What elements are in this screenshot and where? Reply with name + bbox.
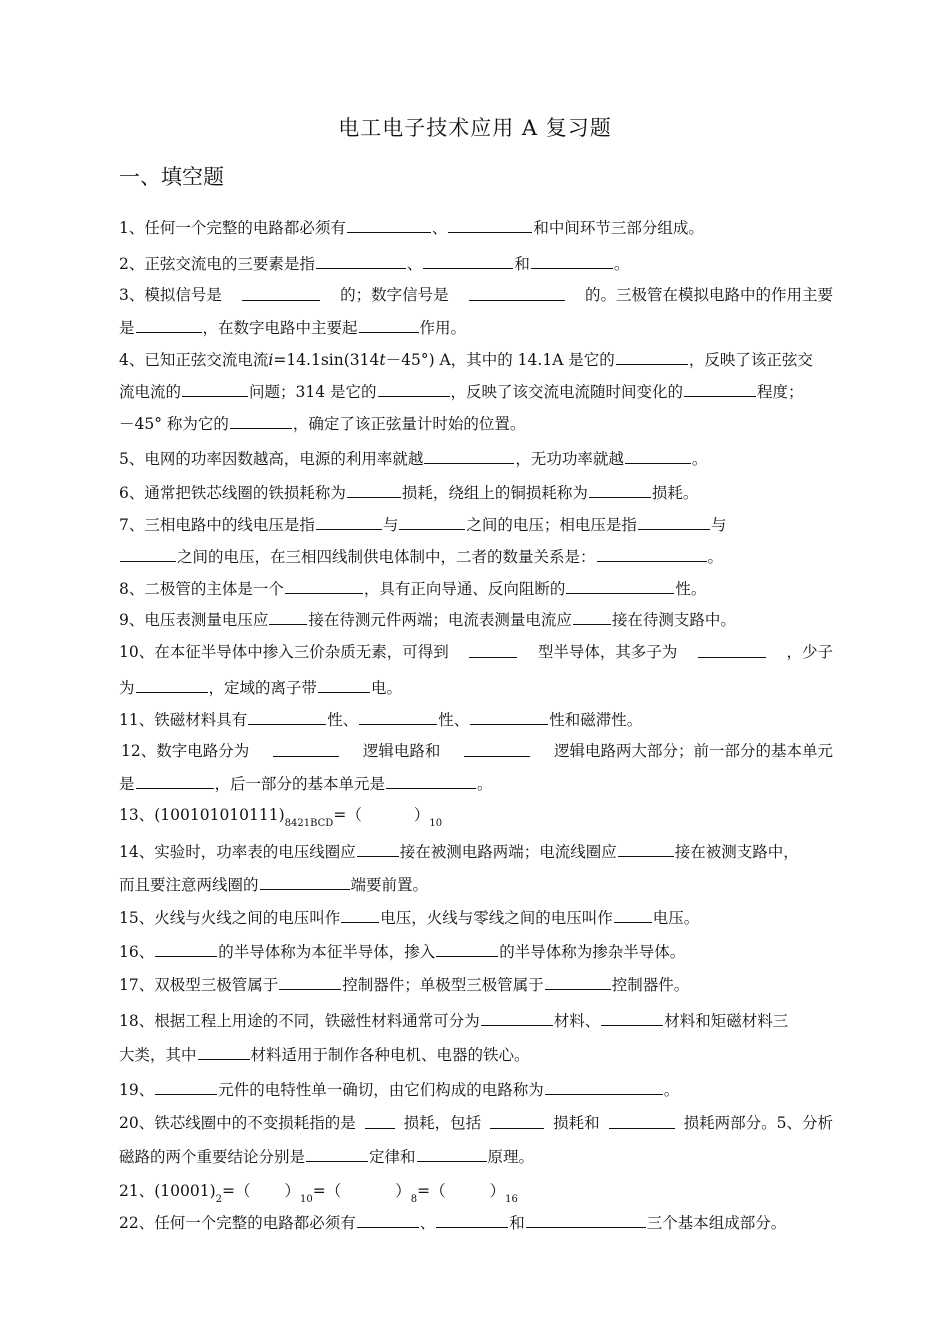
question-21: 21、$(10001)_2=$（ ）$_{10}=$（ ）$_8=$（ ）$_{16}$ (119, 1182, 518, 1205)
question-20: 20、铁芯线圈中的不变损耗指的是 损耗，包括 损耗和 损耗两部分。5、分析 (119, 1114, 833, 1132)
question-18: 18、根据工程上用途的不同，铁磁性材料通常可分为 材料、 材料和矩磁材料三 (119, 1012, 789, 1030)
answer-blank[interactable] (469, 642, 517, 658)
document-title: 电工电子技术应用 A 复习题 (338, 116, 612, 140)
question-1: 1、任何一个完整的电路都必须有 、 和中间环节三部分组成。 (119, 219, 704, 237)
answer-blank[interactable] (417, 1146, 487, 1162)
question-6: 6、通常把铁芯线圈的铁损耗称为 损耗，绕组上的铜损耗称为 损耗。 (119, 484, 699, 502)
answer-blank[interactable] (359, 317, 419, 333)
question-20-cont: 磁路的两个重要结论分别是 定律和 原理。 (119, 1148, 535, 1166)
question-4-cont: 流电流的 问题；314 是它的 ，反映了该交流电流随时间变化的 程度； (119, 383, 804, 401)
question-13: 13、$(100101010111)_{8421BCD}=$（ ）$_{10}$ (119, 806, 443, 829)
answer-blank[interactable] (365, 1113, 395, 1129)
question-2: 2、正弦交流电的三要素是指 、 和 。 (119, 255, 630, 273)
answer-blank[interactable] (597, 546, 707, 562)
answer-blank[interactable] (136, 317, 202, 333)
question-12: 12、数字电路分为 逻辑电路和 逻辑电路两大部分；前一部分的基本单元 (121, 742, 833, 760)
question-9: 9、电压表测量电压应 接在待测元件两端；电流表测量电流应 接在待测支路中。 (119, 611, 736, 629)
answer-blank[interactable] (531, 253, 613, 269)
answer-blank[interactable] (424, 448, 514, 464)
question-22: 22、任何一个完整的电路都必须有 、 和 三个基本组成部分。 (119, 1214, 787, 1232)
question-18-cont: 大类，其中 材料适用于制作各种电机、电器的铁心。 (119, 1046, 530, 1064)
question-7: 7、三相电路中的线电压是指 与 之间的电压；相电压是指 与 (119, 516, 727, 534)
answer-blank[interactable] (316, 514, 382, 530)
question-3-cont: 是 ，在数字电路中主要起 作用。 (119, 319, 467, 337)
answer-blank[interactable] (638, 514, 710, 530)
answer-blank[interactable] (285, 578, 363, 594)
question-15: 15、火线与火线之间的电压叫作 电压，火线与零线之间的电压叫作 电压。 (119, 909, 700, 927)
answer-blank[interactable] (566, 578, 674, 594)
answer-blank[interactable] (273, 741, 339, 757)
answer-blank[interactable] (684, 381, 756, 397)
answer-blank[interactable] (279, 974, 341, 990)
answer-blank[interactable] (616, 349, 688, 365)
answer-blank[interactable] (347, 217, 431, 233)
answer-blank[interactable] (698, 642, 766, 658)
answer-blank[interactable] (357, 1212, 419, 1228)
question-10-cont: 为 ，定域的离子带 电。 (119, 679, 403, 697)
answer-blank[interactable] (347, 482, 401, 498)
answer-blank[interactable] (359, 709, 437, 725)
question-7-cont: 之间的电压，在三相四线制供电体制中，二者的数量关系是： 。 (119, 546, 723, 567)
question-19: 19、 元件的电特性单一确切，由它们构成的电路称为 。 (119, 1081, 680, 1099)
answer-blank[interactable] (614, 907, 652, 923)
answer-blank[interactable] (545, 974, 611, 990)
answer-blank[interactable] (481, 1010, 553, 1026)
answer-blank[interactable] (470, 709, 548, 725)
answer-blank[interactable] (269, 609, 307, 625)
answer-blank[interactable] (378, 381, 450, 397)
answer-blank[interactable] (341, 907, 379, 923)
answer-blank[interactable] (526, 1212, 646, 1228)
answer-blank[interactable] (609, 1113, 675, 1129)
question-8: 8、二极管的主体是一个 ，具有正向导通、反向阻断的 性。 (119, 580, 707, 598)
answer-blank[interactable] (260, 874, 350, 890)
answer-blank[interactable] (386, 773, 476, 789)
answer-blank[interactable] (545, 1079, 663, 1095)
answer-blank[interactable] (399, 514, 465, 530)
answer-blank[interactable] (469, 285, 565, 301)
question-10: 10、在本征半导体中掺入三价杂质无素，可得到 型半导体，其多子为 ，少子 (119, 643, 833, 661)
answer-blank[interactable] (120, 546, 176, 562)
answer-blank[interactable] (625, 448, 691, 464)
answer-blank[interactable] (155, 941, 217, 957)
question-5: 5、电网的功率因数越高，电源的利用率就越 ，无功功率就越 。 (119, 450, 708, 468)
section-heading: 一、填空题 (119, 165, 224, 189)
question-14-cont: 而且要注意两线圈的 端要前置。 (119, 876, 429, 894)
answer-blank[interactable] (182, 381, 248, 397)
question-12-cont: 是 ，后一部分的基本单元是 。 (119, 775, 493, 793)
answer-blank[interactable] (316, 253, 406, 269)
answer-blank[interactable] (573, 609, 611, 625)
answer-blank[interactable] (230, 413, 292, 429)
answer-blank[interactable] (136, 677, 208, 693)
answer-blank[interactable] (136, 773, 214, 789)
answer-blank[interactable] (155, 1079, 217, 1095)
answer-blank[interactable] (601, 1010, 663, 1026)
question-16: 16、 的半导体称为本征半导体，掺入 的半导体称为掺杂半导体。 (119, 943, 686, 961)
answer-blank[interactable] (306, 1146, 368, 1162)
answer-blank[interactable] (464, 741, 530, 757)
answer-blank[interactable] (618, 841, 674, 857)
question-4-cont2: －45° 称为它的 ，确定了该正弦量计时始的位置。 (119, 415, 526, 433)
answer-blank[interactable] (589, 482, 651, 498)
answer-blank[interactable] (318, 677, 370, 693)
answer-blank[interactable] (423, 253, 513, 269)
question-4: 4、已知正弦交流电流i=14.1sin(314t－45°) A，其中的 14.1A 是它的 ，反映了该正弦交 (119, 351, 813, 369)
question-14: 14、实验时，功率表的电压线圈应 接在被测电路两端；电流线圈应 接在被测支路中， (119, 843, 799, 861)
answer-blank[interactable] (248, 709, 326, 725)
question-11: 11、铁磁材料具有 性、 性、 性和磁滞性。 (119, 711, 643, 729)
answer-blank[interactable] (357, 841, 399, 857)
question-17: 17、双极型三极管属于 控制器件；单极型三极管属于 控制器件。 (119, 976, 690, 994)
answer-blank[interactable] (436, 1212, 508, 1228)
question-3: 3、模拟信号是 的；数字信号是 的。三极管在模拟电路中的作用主要 (119, 286, 833, 304)
answer-blank[interactable] (448, 217, 532, 233)
answer-blank[interactable] (490, 1113, 544, 1129)
answer-blank[interactable] (436, 941, 498, 957)
answer-blank[interactable] (198, 1044, 250, 1060)
answer-blank[interactable] (242, 285, 320, 301)
